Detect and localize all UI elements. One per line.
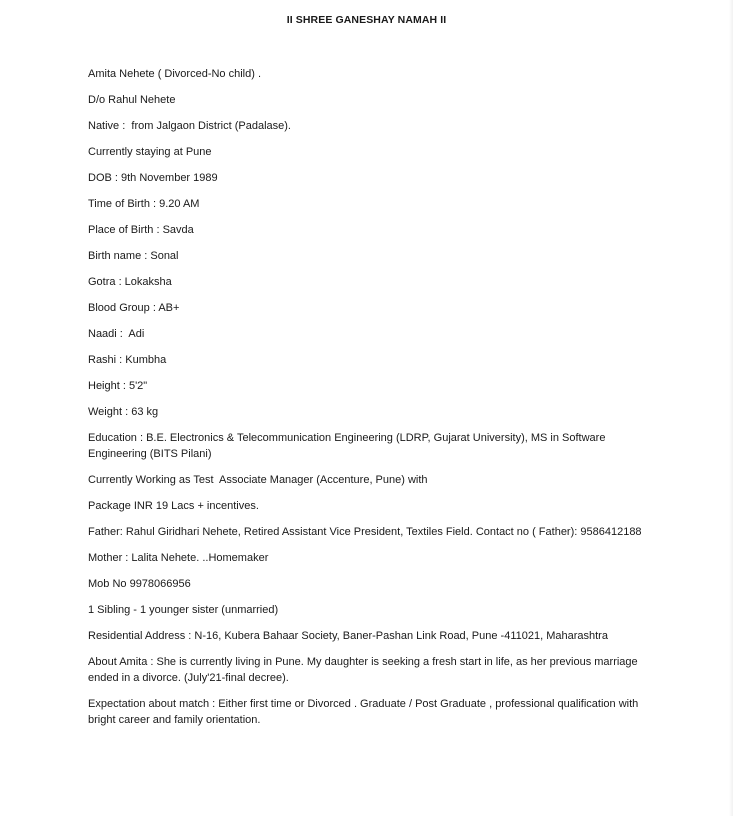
page-edge-shadow [729,0,733,816]
profile-height: Height : 5'2" [88,380,148,392]
profile-blood-group: Blood Group : AB+ [88,302,180,314]
profile-dob: DOB : 9th November 1989 [88,172,218,184]
profile-place-of-birth: Place of Birth : Savda [88,224,194,236]
document-title: II SHREE GANESHAY NAMAH II [286,14,447,26]
profile-residence: Currently staying at Pune [88,146,212,158]
profile-package: Package INR 19 Lacs + incentives. [88,500,259,512]
profile-mother: Mother : Lalita Nehete. ..Homemaker [88,552,269,564]
profile-education: Education : B.E. Electronics & Telecommunication Engineering (LDRP, Gujarat University), MS in Software Engineering (BITS Pilani) [88,432,606,460]
profile-sibling: 1 Sibling - 1 younger sister (unmarried) [88,604,279,616]
profile-naadi: Naadi : Adi [88,328,145,340]
profile-parent: D/o Rahul Nehete [88,94,176,106]
profile-time-of-birth: Time of Birth : 9.20 AM [88,198,200,210]
profile-father: Father: Rahul Giridhari Nehete, Retired Assistant Vice President, Textiles Field. Contact no ( Father): 9586412188 [88,526,642,538]
profile-expectation: Expectation about match : Either first time or Divorced . Graduate / Post Graduate , professional qualification with bright career and family orientation. [88,698,639,726]
profile-name: Amita Nehete ( Divorced-No child) . [88,68,262,80]
profile-work: Currently Working as Test Associate Manager (Accenture, Pune) with [88,474,428,486]
profile-native: Native : from Jalgaon District (Padalase). [88,120,291,132]
profile-mobile: Mob No 9978066956 [88,578,191,590]
profile-weight: Weight : 63 kg [88,406,159,418]
profile-rashi: Rashi : Kumbha [88,354,167,366]
profile-about: About Amita : She is currently living in Pune. My daughter is seeking a fresh start in life, as her previous marriage ended in a divorce. (July'21-final decree). [88,656,638,684]
profile-address: Residential Address : N-16, Kubera Bahaar Society, Baner-Pashan Link Road, Pune -411021, Maharashtra [88,630,608,642]
profile-details [88,66,648,728]
profile-birth-name: Birth name : Sonal [88,250,179,262]
profile-gotra: Gotra : Lokaksha [88,276,172,288]
